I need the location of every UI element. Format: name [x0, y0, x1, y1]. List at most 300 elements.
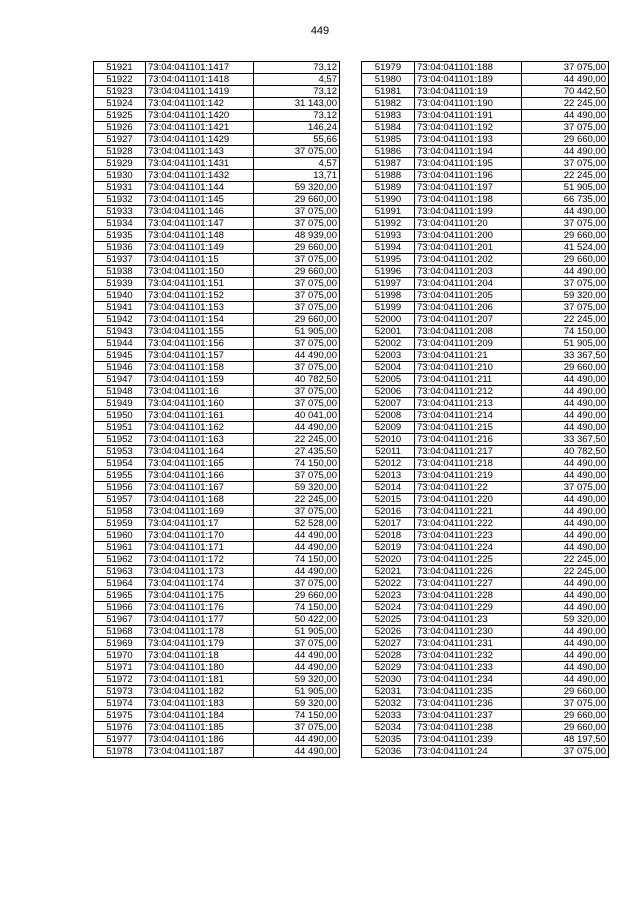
cadastral-number-cell: 73:04:041101:23 — [415, 614, 522, 626]
record-number-cell: 51994 — [362, 242, 415, 254]
record-number-cell: 52022 — [362, 578, 415, 590]
value-cell: 40 041,00 — [254, 410, 340, 422]
table-row — [362, 254, 609, 266]
table-row — [362, 674, 609, 686]
value-cell: 37 075,00 — [254, 338, 340, 350]
record-number-cell: 52026 — [362, 626, 415, 638]
right-register-table — [361, 61, 609, 758]
record-number-cell: 52023 — [362, 590, 415, 602]
value-cell: 31 143,00 — [254, 98, 340, 110]
table-row — [362, 722, 609, 734]
cadastral-number-cell: 73:04:041101:173 — [146, 566, 254, 578]
value-cell: 52 528,00 — [254, 518, 340, 530]
table-row — [362, 590, 609, 602]
table-row — [362, 170, 609, 182]
value-cell: 37 075,00 — [254, 206, 340, 218]
value-cell: 37 075,00 — [254, 218, 340, 230]
value-cell: 37 075,00 — [254, 290, 340, 302]
page-number: 449 — [310, 25, 330, 37]
cadastral-number-cell: 73:04:041101:223 — [415, 530, 522, 542]
record-number-cell: 51965 — [94, 590, 146, 602]
value-cell: 59 320,00 — [522, 614, 609, 626]
record-number-cell: 52032 — [362, 698, 415, 710]
record-number-cell: 51952 — [94, 434, 146, 446]
cadastral-number-cell: 73:04:041101:152 — [146, 290, 254, 302]
value-cell: 44 490,00 — [522, 470, 609, 482]
record-number-cell: 51968 — [94, 626, 146, 638]
record-number-cell: 52033 — [362, 710, 415, 722]
table-row — [94, 470, 340, 482]
table-row — [362, 410, 609, 422]
record-number-cell: 52035 — [362, 734, 415, 746]
value-cell: 37 075,00 — [522, 278, 609, 290]
cadastral-number-cell: 73:04:041101:239 — [415, 734, 522, 746]
table-row — [94, 158, 340, 170]
cadastral-number-cell: 73:04:041101:157 — [146, 350, 254, 362]
value-cell: 29 660,00 — [254, 242, 340, 254]
value-cell: 29 660,00 — [522, 134, 609, 146]
table-row — [94, 638, 340, 650]
table-row — [362, 74, 609, 86]
value-cell: 146,24 — [254, 122, 340, 134]
value-cell: 51 905,00 — [254, 686, 340, 698]
value-cell: 44 490,00 — [254, 746, 340, 758]
record-number-cell: 51940 — [94, 290, 146, 302]
record-number-cell: 51970 — [94, 650, 146, 662]
value-cell: 44 490,00 — [522, 266, 609, 278]
cadastral-number-cell: 73:04:041101:204 — [415, 278, 522, 290]
table-row — [362, 302, 609, 314]
cadastral-number-cell: 73:04:041101:197 — [415, 182, 522, 194]
cadastral-number-cell: 73:04:041101:202 — [415, 254, 522, 266]
cadastral-number-cell: 73:04:041101:160 — [146, 398, 254, 410]
value-cell: 37 075,00 — [254, 398, 340, 410]
record-number-cell: 51964 — [94, 578, 146, 590]
record-number-cell: 51945 — [94, 350, 146, 362]
cadastral-number-cell: 73:04:041101:237 — [415, 710, 522, 722]
cadastral-number-cell: 73:04:041101:213 — [415, 398, 522, 410]
value-cell: 44 490,00 — [522, 662, 609, 674]
cadastral-number-cell: 73:04:041101:161 — [146, 410, 254, 422]
table-row — [94, 482, 340, 494]
cadastral-number-cell: 73:04:041101:181 — [146, 674, 254, 686]
table-row — [94, 182, 340, 194]
cadastral-number-cell: 73:04:041101:215 — [415, 422, 522, 434]
record-number-cell: 51937 — [94, 254, 146, 266]
table-row — [362, 386, 609, 398]
table-row — [362, 398, 609, 410]
cadastral-number-cell: 73:04:041101:217 — [415, 446, 522, 458]
cadastral-number-cell: 73:04:041101:1420 — [146, 110, 254, 122]
value-cell: 37 075,00 — [254, 506, 340, 518]
record-number-cell: 51941 — [94, 302, 146, 314]
table-row — [362, 434, 609, 446]
cadastral-number-cell: 73:04:041101:20 — [415, 218, 522, 230]
value-cell: 44 490,00 — [522, 638, 609, 650]
record-number-cell: 51978 — [94, 746, 146, 758]
table-row — [362, 578, 609, 590]
table-row — [362, 446, 609, 458]
table-row — [362, 650, 609, 662]
record-number-cell: 52007 — [362, 398, 415, 410]
record-number-cell: 51977 — [94, 734, 146, 746]
record-number-cell: 52021 — [362, 566, 415, 578]
record-number-cell: 51985 — [362, 134, 415, 146]
record-number-cell: 51926 — [94, 122, 146, 134]
cadastral-number-cell: 73:04:041101:233 — [415, 662, 522, 674]
value-cell: 44 490,00 — [522, 590, 609, 602]
record-number-cell: 51992 — [362, 218, 415, 230]
table-row — [362, 506, 609, 518]
value-cell: 51 905,00 — [254, 326, 340, 338]
value-cell: 73,12 — [254, 62, 340, 74]
record-number-cell: 52013 — [362, 470, 415, 482]
cadastral-number-cell: 73:04:041101:208 — [415, 326, 522, 338]
table-row — [94, 122, 340, 134]
record-number-cell: 51983 — [362, 110, 415, 122]
record-number-cell: 51988 — [362, 170, 415, 182]
cadastral-number-cell: 73:04:041101:185 — [146, 722, 254, 734]
table-row — [362, 122, 609, 134]
record-number-cell: 51944 — [94, 338, 146, 350]
record-number-cell: 52014 — [362, 482, 415, 494]
table-row — [362, 470, 609, 482]
cadastral-number-cell: 73:04:041101:1418 — [146, 74, 254, 86]
record-number-cell: 51963 — [94, 566, 146, 578]
cadastral-number-cell: 73:04:041101:214 — [415, 410, 522, 422]
table-row — [94, 134, 340, 146]
cadastral-number-cell: 73:04:041101:216 — [415, 434, 522, 446]
value-cell: 33 367,50 — [522, 350, 609, 362]
value-cell: 51 905,00 — [522, 338, 609, 350]
cadastral-number-cell: 73:04:041101:153 — [146, 302, 254, 314]
cadastral-number-cell: 73:04:041101:1432 — [146, 170, 254, 182]
record-number-cell: 51961 — [94, 542, 146, 554]
table-row — [94, 230, 340, 242]
table-row — [94, 710, 340, 722]
cadastral-number-cell: 73:04:041101:166 — [146, 470, 254, 482]
cadastral-number-cell: 73:04:041101:220 — [415, 494, 522, 506]
record-number-cell: 52004 — [362, 362, 415, 374]
value-cell: 44 490,00 — [254, 566, 340, 578]
table-row — [94, 494, 340, 506]
record-number-cell: 51966 — [94, 602, 146, 614]
record-number-cell: 51953 — [94, 446, 146, 458]
cadastral-number-cell: 73:04:041101:236 — [415, 698, 522, 710]
record-number-cell: 51986 — [362, 146, 415, 158]
record-number-cell: 51960 — [94, 530, 146, 542]
table-row — [94, 74, 340, 86]
value-cell: 44 490,00 — [522, 626, 609, 638]
cadastral-number-cell: 73:04:041101:145 — [146, 194, 254, 206]
record-number-cell: 51955 — [94, 470, 146, 482]
table-row — [362, 86, 609, 98]
cadastral-number-cell: 73:04:041101:200 — [415, 230, 522, 242]
record-number-cell: 51933 — [94, 206, 146, 218]
value-cell: 37 075,00 — [522, 698, 609, 710]
value-cell: 37 075,00 — [522, 62, 609, 74]
record-number-cell: 51972 — [94, 674, 146, 686]
cadastral-number-cell: 73:04:041101:224 — [415, 542, 522, 554]
cadastral-number-cell: 73:04:041101:211 — [415, 374, 522, 386]
table-row — [362, 338, 609, 350]
cadastral-number-cell: 73:04:041101:165 — [146, 458, 254, 470]
value-cell: 37 075,00 — [254, 146, 340, 158]
value-cell: 59 320,00 — [254, 674, 340, 686]
value-cell: 44 490,00 — [522, 146, 609, 158]
table-row — [94, 410, 340, 422]
cadastral-number-cell: 73:04:041101:16 — [146, 386, 254, 398]
record-number-cell: 51951 — [94, 422, 146, 434]
cadastral-number-cell: 73:04:041101:231 — [415, 638, 522, 650]
value-cell: 22 245,00 — [254, 434, 340, 446]
value-cell: 29 660,00 — [522, 722, 609, 734]
record-number-cell: 51975 — [94, 710, 146, 722]
value-cell: 51 905,00 — [522, 182, 609, 194]
record-number-cell: 52020 — [362, 554, 415, 566]
table-row — [94, 194, 340, 206]
table-row — [94, 602, 340, 614]
table-row — [94, 458, 340, 470]
record-number-cell: 52016 — [362, 506, 415, 518]
value-cell: 37 075,00 — [254, 302, 340, 314]
record-number-cell: 52009 — [362, 422, 415, 434]
cadastral-number-cell: 73:04:041101:196 — [415, 170, 522, 182]
record-number-cell: 51954 — [94, 458, 146, 470]
cadastral-number-cell: 73:04:041101:180 — [146, 662, 254, 674]
value-cell: 22 245,00 — [254, 494, 340, 506]
value-cell: 66 735,00 — [522, 194, 609, 206]
table-row — [94, 362, 340, 374]
cadastral-number-cell: 73:04:041101:1431 — [146, 158, 254, 170]
table-row — [94, 326, 340, 338]
table-row — [94, 566, 340, 578]
cadastral-number-cell: 73:04:041101:182 — [146, 686, 254, 698]
table-row — [362, 266, 609, 278]
cadastral-number-cell: 73:04:041101:169 — [146, 506, 254, 518]
table-row — [94, 422, 340, 434]
left-table-body — [94, 62, 340, 758]
table-row — [94, 578, 340, 590]
value-cell: 73,12 — [254, 86, 340, 98]
record-number-cell: 52008 — [362, 410, 415, 422]
value-cell: 44 490,00 — [522, 422, 609, 434]
cadastral-number-cell: 73:04:041101:1417 — [146, 62, 254, 74]
record-number-cell: 51934 — [94, 218, 146, 230]
table-row — [94, 398, 340, 410]
cadastral-number-cell: 73:04:041101:24 — [415, 746, 522, 758]
record-number-cell: 51928 — [94, 146, 146, 158]
value-cell: 37 075,00 — [254, 386, 340, 398]
table-row — [94, 434, 340, 446]
cadastral-number-cell: 73:04:041101:19 — [415, 86, 522, 98]
cadastral-number-cell: 73:04:041101:154 — [146, 314, 254, 326]
value-cell: 40 782,50 — [254, 374, 340, 386]
record-number-cell: 52011 — [362, 446, 415, 458]
table-row — [362, 362, 609, 374]
record-number-cell: 51996 — [362, 266, 415, 278]
value-cell: 44 490,00 — [522, 374, 609, 386]
value-cell: 59 320,00 — [254, 482, 340, 494]
record-number-cell: 51982 — [362, 98, 415, 110]
table-row — [362, 734, 609, 746]
table-row — [94, 98, 340, 110]
table-row — [362, 278, 609, 290]
table-row — [94, 554, 340, 566]
cadastral-number-cell: 73:04:041101:174 — [146, 578, 254, 590]
cadastral-number-cell: 73:04:041101:150 — [146, 266, 254, 278]
table-row — [362, 518, 609, 530]
table-row — [362, 230, 609, 242]
value-cell: 22 245,00 — [522, 554, 609, 566]
record-number-cell: 51939 — [94, 278, 146, 290]
cadastral-number-cell: 73:04:041101:163 — [146, 434, 254, 446]
cadastral-number-cell: 73:04:041101:178 — [146, 626, 254, 638]
cadastral-number-cell: 73:04:041101:206 — [415, 302, 522, 314]
record-number-cell: 51932 — [94, 194, 146, 206]
record-number-cell: 51997 — [362, 278, 415, 290]
value-cell: 37 075,00 — [254, 470, 340, 482]
value-cell: 22 245,00 — [522, 314, 609, 326]
cadastral-number-cell: 73:04:041101:207 — [415, 314, 522, 326]
record-number-cell: 51943 — [94, 326, 146, 338]
table-row — [362, 602, 609, 614]
value-cell: 22 245,00 — [522, 98, 609, 110]
cadastral-number-cell: 73:04:041101:22 — [415, 482, 522, 494]
value-cell: 44 490,00 — [522, 206, 609, 218]
record-number-cell: 51923 — [94, 86, 146, 98]
table-row — [362, 350, 609, 362]
table-row — [362, 158, 609, 170]
value-cell: 4,57 — [254, 158, 340, 170]
table-row — [94, 290, 340, 302]
record-number-cell: 51998 — [362, 290, 415, 302]
record-number-cell: 52031 — [362, 686, 415, 698]
value-cell: 13,71 — [254, 170, 340, 182]
value-cell: 29 660,00 — [254, 590, 340, 602]
value-cell: 37 075,00 — [522, 746, 609, 758]
value-cell: 73,12 — [254, 110, 340, 122]
value-cell: 59 320,00 — [254, 182, 340, 194]
value-cell: 29 660,00 — [254, 266, 340, 278]
cadastral-number-cell: 73:04:041101:218 — [415, 458, 522, 470]
record-number-cell: 51935 — [94, 230, 146, 242]
record-number-cell: 52002 — [362, 338, 415, 350]
cadastral-number-cell: 73:04:041101:167 — [146, 482, 254, 494]
value-cell: 33 367,50 — [522, 434, 609, 446]
table-row — [94, 314, 340, 326]
value-cell: 37 075,00 — [522, 122, 609, 134]
record-number-cell: 51967 — [94, 614, 146, 626]
table-row — [94, 662, 340, 674]
cadastral-number-cell: 73:04:041101:189 — [415, 74, 522, 86]
table-row — [94, 302, 340, 314]
table-row — [94, 506, 340, 518]
table-row — [362, 110, 609, 122]
record-number-cell: 52028 — [362, 650, 415, 662]
value-cell: 44 490,00 — [254, 734, 340, 746]
cadastral-number-cell: 73:04:041101:158 — [146, 362, 254, 374]
record-number-cell: 51927 — [94, 134, 146, 146]
record-number-cell: 51958 — [94, 506, 146, 518]
cadastral-number-cell: 73:04:041101:170 — [146, 530, 254, 542]
table-row — [362, 482, 609, 494]
table-row — [94, 626, 340, 638]
record-number-cell: 51973 — [94, 686, 146, 698]
value-cell: 48 197,50 — [522, 734, 609, 746]
table-row — [94, 338, 340, 350]
record-number-cell: 52015 — [362, 494, 415, 506]
cadastral-number-cell: 73:04:041101:228 — [415, 590, 522, 602]
record-number-cell: 52000 — [362, 314, 415, 326]
value-cell: 44 490,00 — [254, 650, 340, 662]
table-row — [94, 110, 340, 122]
record-number-cell: 52018 — [362, 530, 415, 542]
record-number-cell: 52005 — [362, 374, 415, 386]
value-cell: 29 660,00 — [254, 194, 340, 206]
value-cell: 74 150,00 — [254, 458, 340, 470]
table-row — [94, 542, 340, 554]
record-number-cell: 51976 — [94, 722, 146, 734]
cadastral-number-cell: 73:04:041101:192 — [415, 122, 522, 134]
table-row — [362, 638, 609, 650]
record-number-cell: 51930 — [94, 170, 146, 182]
cadastral-number-cell: 73:04:041101:203 — [415, 266, 522, 278]
cadastral-number-cell: 73:04:041101:17 — [146, 518, 254, 530]
record-number-cell: 51924 — [94, 98, 146, 110]
record-number-cell: 51999 — [362, 302, 415, 314]
table-row — [94, 722, 340, 734]
record-number-cell: 51969 — [94, 638, 146, 650]
table-row — [362, 218, 609, 230]
value-cell: 44 490,00 — [522, 650, 609, 662]
cadastral-number-cell: 73:04:041101:219 — [415, 470, 522, 482]
table-row — [94, 170, 340, 182]
table-row — [94, 254, 340, 266]
table-row — [362, 686, 609, 698]
cadastral-number-cell: 73:04:041101:149 — [146, 242, 254, 254]
value-cell: 4,57 — [254, 74, 340, 86]
table-row — [94, 518, 340, 530]
cadastral-number-cell: 73:04:041101:193 — [415, 134, 522, 146]
record-number-cell: 51947 — [94, 374, 146, 386]
record-number-cell: 51987 — [362, 158, 415, 170]
record-number-cell: 52017 — [362, 518, 415, 530]
value-cell: 59 320,00 — [522, 290, 609, 302]
value-cell: 37 075,00 — [254, 578, 340, 590]
record-number-cell: 52027 — [362, 638, 415, 650]
cadastral-number-cell: 73:04:041101:230 — [415, 626, 522, 638]
value-cell: 55,66 — [254, 134, 340, 146]
value-cell: 74 150,00 — [522, 326, 609, 338]
table-row — [362, 206, 609, 218]
table-row — [94, 446, 340, 458]
record-number-cell: 51959 — [94, 518, 146, 530]
value-cell: 29 660,00 — [522, 710, 609, 722]
table-row — [94, 614, 340, 626]
value-cell: 37 075,00 — [254, 362, 340, 374]
value-cell: 44 490,00 — [522, 110, 609, 122]
left-register-table — [93, 61, 340, 758]
value-cell: 27 435,50 — [254, 446, 340, 458]
table-row — [362, 422, 609, 434]
cadastral-number-cell: 73:04:041101:186 — [146, 734, 254, 746]
table-row — [94, 86, 340, 98]
table-row — [362, 494, 609, 506]
table-row — [362, 662, 609, 674]
cadastral-number-cell: 73:04:041101:142 — [146, 98, 254, 110]
cadastral-number-cell: 73:04:041101:159 — [146, 374, 254, 386]
